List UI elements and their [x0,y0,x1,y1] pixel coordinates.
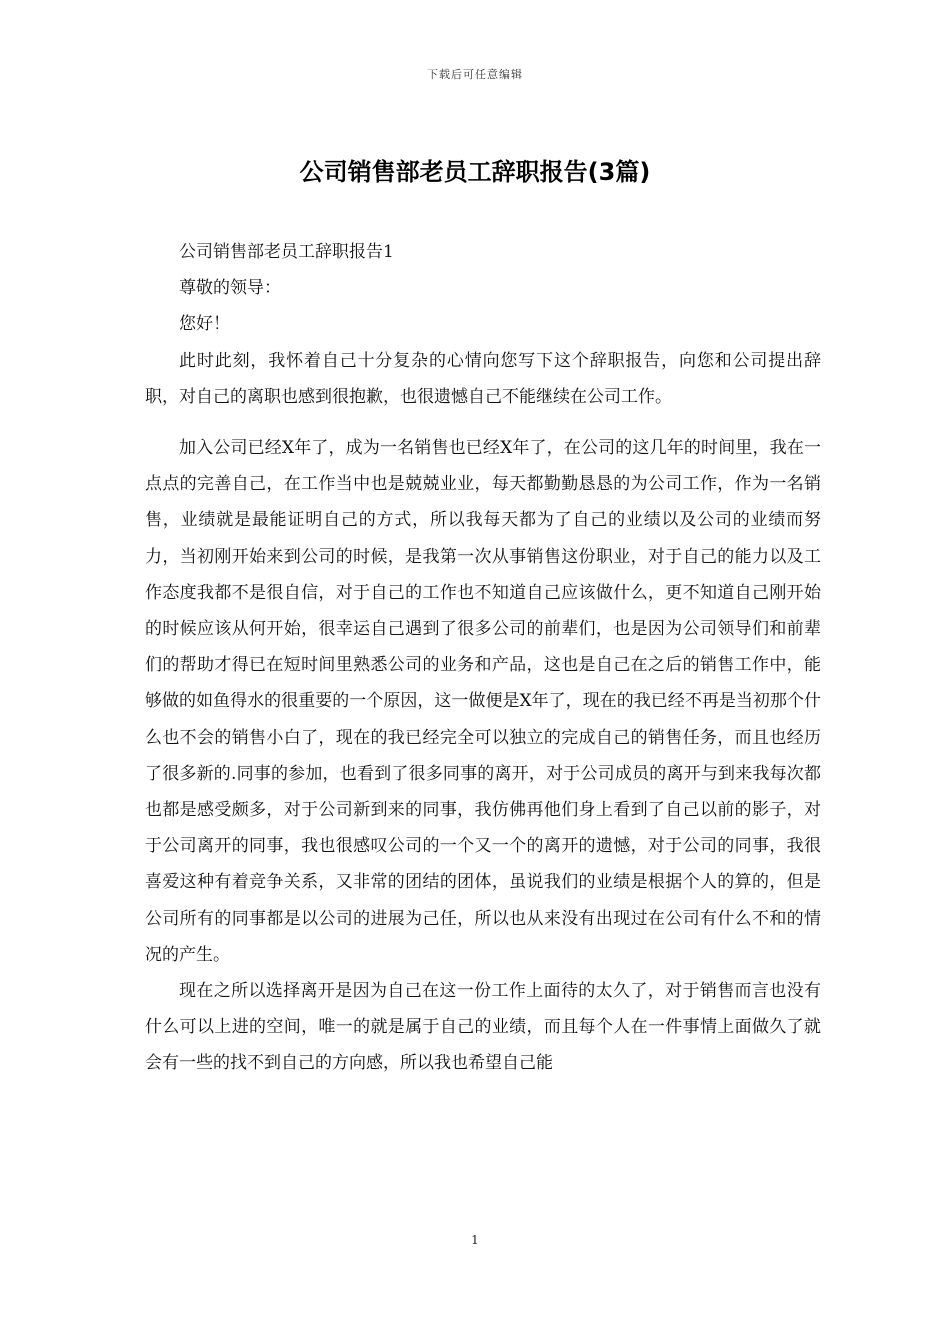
paragraph: 此时此刻，我怀着自己十分复杂的心情向您写下这个辞职报告，向您和公司提出辞职，对自己的离职也感到很抱歉，也很遗憾自己不能继续在公司工作。 [145,350,821,407]
paragraph-gap [145,415,821,430]
greeting: 您好！ [179,314,230,335]
section-heading: 公司销售部老员工辞职报告1 [179,242,394,262]
header-note: 下载后可任意编辑 [427,68,523,81]
paragraph: 现在之所以选择离开是因为自己在这一份工作上面待的太久了，对于销售而言也没有什么可以上进的空间，唯一的就是属于自己的业绩，而且每个人在一件事情上面做久了就会有一些的找不到自己的方向感，所以我也希望自己能 [145,981,821,1074]
salutation: 尊敬的领导： [179,278,281,299]
document-title: 公司销售部老员工辞职报告(3篇) [299,158,651,186]
paragraph: 加入公司已经X年了，成为一名销售也已经X年了，在公司的这几年的时间里，我在一点点的完善自己，在工作当中也是兢兢业业，每天都勤勤恳恳的为公司工作，作为一名销售，业绩就是最能证明自己的方式，所以我每天都为了自己的业绩以及公司的业绩而努力，当初刚开始来到公司的时候，是我第一次从事销售这份职业，对于自己的能力以及工作态度我都不是很自信，对于自己的工作也不知道自己应该做什么，更不知道自己刚开始的时候应该从何开始，很幸运自己遇到了很多公司的前辈们，也是因为公司领导们和前辈们的帮助才得已在短时间里熟悉公司的业务和产品，这也是自己在之后的销售工作中，能够做的如鱼得水的很重要的一个原因，这一做便是X年了，现在的我已经不再是当初那个什么也不会的销售小白了，现在的我已经完全可以独立的完成自己的销售任务，而且也经历了很多新的.同事的参加，也看到了很多同事的离开，对于公司成员的离开与到来我每次都也都是感受颇多，对于公司新到来的同事，我仿佛再他们身上看到了自己以前的影子，对于公司离开的同事，我也很感叹公司的一个又一个的离开的遗憾，对于公司的同事，我很喜爱这种有着竞争关系，又非常的团结的团体，虽说我们的业绩是根据个人的算的，但是公司所有的同事都是以公司的进展为己任，所以也从来没有出现过在公司有什么不和的情况的产生。 [145,438,821,965]
document-body [145,234,821,1082]
page-number: 1 [471,1233,479,1247]
